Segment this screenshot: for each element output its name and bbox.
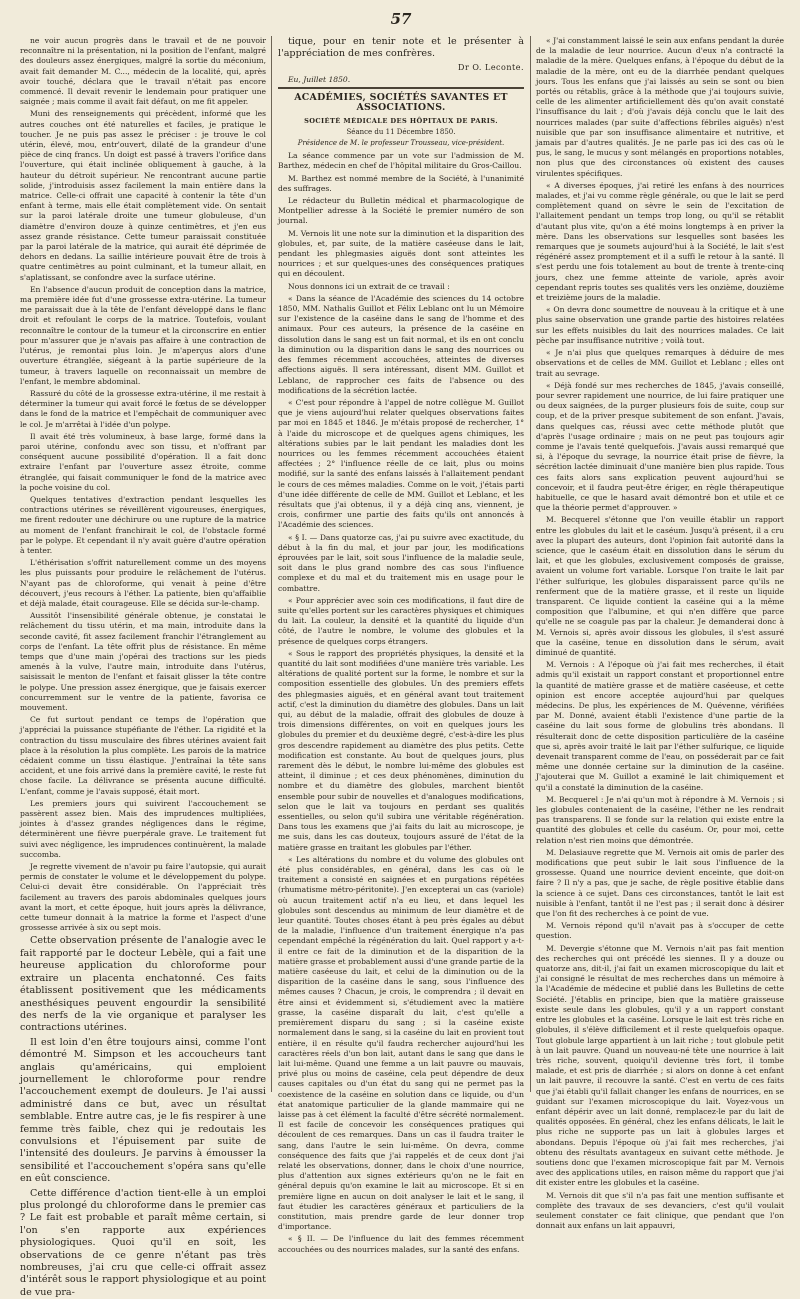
dateline: Eu, Juillet 1850. — [288, 75, 351, 85]
page-number: 57 — [390, 10, 412, 28]
paragraph: M. Becquerel s'étonne que l'on veuille établir un rapport entre les globules du lait et le caséum. Jusqu'à présent, il a cru avec la plupart des auteurs, dont l'opinion fait autorité dans la science, que le caséum était en dissolution dans le sérum du lait, et que les globules, exclusivement composés de graisse, avaient un volume fort variable. Lorsque l'on traite le lait par l'éther sulfurique, les globules disparaissent parce qu'ils ne renferment que de la matière grasse, et il reste un liquide transparent. Ce liquide contient la caséine qui a la même composition que l'albumine, et qui n'en diffère que parce qu'elle ne se coagule pas par la chaleur. Je demanderai donc à M. Vernois si, après avoir dissous les globules, il s'est assuré que la caséine, tenue en dissolution dans le sérum, avait diminué de quantité. — [536, 515, 784, 657]
paragraph: M. Delasiauve regrette que M. Vernois ait omis de parler des modifications que peut subir le lait sous l'influence de la grossesse. Quand une nourrice devient enceinte, que doit-on faire ? Il n'y a pas, que je sache, de règle positive établie dans la science à ce sujet. Dans ces circonstances, tantôt le lait est nuisible à l'enfant, tantôt il ne l'est pas ; il serait donc à désirer que l'on fit des recherches à ce point de vue. — [536, 847, 784, 919]
paragraph: M. Vernois : A l'époque où j'ai fait mes recherches, il était admis qu'il existait un rapport constant et proportionnel entre la quantité de matière grasse et de matière caséeuse, et cette opinion est encore acceptée aujourd'hui par quelques médecins. De plus, les expériences de M. Quévenne, vérifiées par M. Donné, avaient établi l'existence d'une partie de la caséine du lait sous forme de globulins très abondans. Il résulterait donc de cette disposition particulière de la caséine que si, après avoir traité le lait par l'éther sulfurique, ce liquide devenait transparent comme de l'eau, on posséderait par ce fait même une donnée certaine sur la diminution de la caséine. J'ajouterai que M. Guillot a examiné le lait chimiquement et qu'il a constaté la diminution de la caséine. — [536, 660, 784, 792]
paragraph: M. Vernois dit que s'il n'a pas fait une mention suffisante et complète des travaux de ses devanciers, c'est qu'il voulait seulement constater ce fait clinique, que pendant que l'on donnait aux enfans un lait appauvri, — [536, 1190, 784, 1231]
column-left — [20, 36, 266, 1298]
paragraph: En l'absence d'aucun produit de conception dans la matrice, ma première idée fut d'une grossesse extra-utérine. La tumeur me paraissait due à la tête de l'enfant développé dans le flanc droit et refoulant le corps de la matrice. Toutefois, voulant reconnaître le contour de la tumeur et la circonscrire en entier pour m'assurer que je n'avais pas affaire à une contraction de l'utérus, je remontai plus loin. Je m'aperçus alors d'une ouverture étranglée, siégeant à la partie supérieure de la tumeur, à travers laquelle on reconnaissait un membre de l'enfant, le membre abdominal. — [20, 284, 266, 386]
paragraph: Cette observation présente de l'analogie avec le fait rapporté par le docteur Lebèle, qui a fait une heureuse application du chloroforme pour extraire un placenta enchatonné. Ces faits établissent positivement que les médicaments anesthésiques peuvent engourdir la sensibilité des nerfs de la vie organique et paralyser les contractions utérines. — [20, 935, 266, 1034]
paragraph: « Je n'ai plus que quelques remarques à déduire de mes observations et de celles de MM. Guillot et Leblanc ; elles ont trait au sevrage. — [536, 348, 784, 378]
paragraph: « § I. — Dans quatorze cas, j'ai pu suivre avec exactitude, du début à la fin du mal, et jour par jour, les modifications éprouvées par le lait, soit sous l'influence de la maladie seule, soit dans le plus grand nombre des cas sous l'influence complexe et du mal et du traitement mis en usage pour le combattre. — [278, 532, 524, 593]
author-signature: Dr O. Leconte. — [458, 62, 524, 72]
paragraph: « Les altérations du nombre et du volume des globules ont été plus considérables, en général, dans les cas où le traitement a consisté en saignées et en purgations répétées (rhumatisme métro-péritonite). J'en excepterai un cas (variole) où aucun traitement actif n'a eu lieu, et dans lequel les globules sont descendus au minimum de leur diamètre et de leur quantité. Toutes choses étant à peu près égales au début de la maladie, l'influence d'un traitement énergique n'a pas cependant empêché la régénération du lait. Quel rapport y a-t-il entre ce fait de la diminution et de la disparition de la matière grasse et probablement aussi d'une grande partie de la matière caséeuse du lait, et celui de la diminution ou de la disparition de la caséine dans le sang, sous l'influence des mêmes causes ? Chacun, je crois, le comprendra ; il devait en être ainsi et évidemment si, s'étudiement avec la matière grasse, la caséine disparaît du lait, c'est qu'elle a premièrement disparu du sang ; si la caséine existe normalement dans le sang, si la caséine du lait en provient tout entière, il en résulte qu'il faudra rechercher aujourd'hui les caractères réels d'un bon lait, autant dans le sang que dans le lait lui-même. Quand une femme a un lait pauvre ou mauvais, privé plus ou moins de caséine, cela peut dépendre de deux causes capitales ou d'un état du sang qui ne permet pas la coexistence de la caséine en solution dans ce liquide, ou d'un état anatomique particulier de la glande mammaire qui ne laisse pas à cet élément la faculté d'être sécrété normalement. Il est facile de concevoir les conséquences pratiques qui découlent de ces remarques. Dans un cas il faudra traiter le sang, dans l'autre le sein lui-même. On devra, comme conséquence des faits que j'ai rappelés et de ceux dont j'ai relaté les observations, donner, dans le choix d'une nourrice, plus d'attention aux signes extérieurs qu'on ne le fait en général depuis qu'on examine le lait au microscope. Et si en première ligne en aucun on doit analyser le lait et le sang, il faut étudier les caractères généraux et particuliers de la constitution, mais prendre garde de leur donner trop d'importance. — [278, 854, 524, 1232]
paragraph: Nous donnons ici un extrait de ce travail : — [288, 281, 450, 291]
section-divider — [278, 87, 524, 89]
newspaper-page — [14, 6, 788, 1298]
column-rule-right — [530, 36, 531, 1092]
column-right — [536, 36, 784, 1231]
paragraph: La séance commence par un vote sur l'admission de M. Barthez, médecin en chef de l'hôpital militaire du Gros-Caillou. — [278, 151, 524, 171]
paragraph: M. Vernois lit une note sur la diminution et la disparition des globules, et, par suite, de la matière caséeuse dans le lait, pendant les phlegmasies aiguës dont sont atteintes les nourrices ; et sur quelques-unes des conséquences pratiques qui en découlent. — [278, 228, 524, 279]
meeting-president: Présidence de M. le professeur Trousseau, vice-président. — [297, 139, 505, 148]
paragraph: « On devra donc soumettre de nouveau à la critique et à une plus saine observation une grande partie des histoires relatées sur les effets nuisibles du lait des nourrices malades. Ce lait pèche par insuffisance nutritive ; voilà tout. — [536, 305, 784, 345]
paragraph: « J'ai constamment laissé le sein aux enfans pendant la durée de la maladie de leur nourrice. Aucun d'eux n'a contracté la maladie de la mère. Quelques enfans, à l'époque du début de la maladie de la mère, ont eu de la diarrhée pendant quelques jours. Tous les enfans que j'ai laissés au sein se sont ou bien portés ou rétablis, grâce à la méthode que j'ai toujours suivie, celle de les alimenter artificiellement dès qu'on avait constaté l'insuffisance du lait ; d'où j'avais déjà conclu que le lait des nourrices malades (par suite d'affections fébriles aiguës) n'est nuisible que par son insuffisance alimentaire et nutritive, et jamais par d'autres qualités. Je ne parle pas ici des cas où le pus, le sang, le mucus y sont mélangés en proportions notables, non plus que des circonstances où existent des causes virulentes spécifiques. — [536, 36, 784, 178]
paragraph: Quelques tentatives d'extraction pendant lesquelles les contractions utérines se réveillèrent vigoureuses, énergiques, me firent redouter une déchirure ou une rupture de la matrice au moment de l'enfant franchirait le col, de l'obstacle formé par le polype. Et cependant il n'y avait guère d'autre opération à tenter. — [20, 494, 266, 555]
paragraph: « C'est pour répondre à l'appel de notre collègue M. Guillot que je viens aujourd'hui relater quelques observations faites par moi en 1845 et 1846. Je m'étais proposé de rechercher, 1° à l'aide du microscope et de quelques agens chimiques, les altérations subies par le lait pendant les maladies dont les nourrices ou les femmes récemment accouchées étaient affectées ; 2° l'influence réelle de ce lait, plus ou moins modifié, sur la santé des enfans laissés à l'allaitement pendant le cours de ces mêmes maladies. Comme on le voit, j'étais parti d'une idée différente de celle de MM. Guillot et Leblanc, et les résultats que j'ai obtenus, il y a déjà cinq ans, viennent, je crois, confirmer une partie des faits qu'ils ont annoncés à l'Académie des sciences. — [278, 397, 524, 530]
paragraph: L'éthérisation s'offrit naturellement comme un des moyens les plus puissants pour produire le relâchement de l'utérus. N'ayant pas de chloroforme, qui venait à peine d'être découvert, j'eus recours à l'éther. La patiente, bien qu'affaiblie et déjà malade, était courageuse. Elle se décida sur-le-champ. — [20, 558, 266, 608]
paragraph: « Pour apprécier avec soin ces modifications, il faut dire de suite qu'elles portent sur les caractères physiques et chimiques du lait. La couleur, la densité et la quantité du liquide d'un côté, de l'autre le nombre, le volume des globules et la présence de quelques corps étrangers. — [278, 595, 524, 646]
section-title: ACADÉMIES, SOCIÉTÉS SAVANTES ET ASSOCIATIONS. — [294, 92, 508, 114]
paragraph: M. Becquerel : Je n'ai qu'un mot à répondre à M. Vernois ; si les globules contenaient de la caséine, l'éther ne les rendrait pas transparens. Il se fonde sur la relation qui existe entre la quantité des globules et celle du caséum. Or, pour moi, cette relation n'est rien moins que démontrée. — [536, 794, 784, 845]
paragraph: Je regrette vivement de n'avoir pu faire l'autopsie, qui aurait permis de constater le volume et le développement du polype. Celui-ci devait être considérable. On l'appréciait très facilement au travers des parois abdominales quelques jours avant la mort, et cette époque, huit jours après la délivrance, cette tumeur donnait à la matrice la forme et l'aspect d'une grossesse arrivée à six ou sept mois. — [20, 862, 266, 933]
paragraph: Cette différence d'action tient-elle à un emploi plus prolongé du chloroforme dans le premier cas ? Le fait est probable et paraît même certain, si l'on s'en rapporte aux expériences physiologiques. Quoi qu'il en soit, les observations de ce genre n'étant pas très nombreuses, j'ai cru que celle-ci offrait assez d'intérêt sous le rapport physiologique et au point de vue pra- — [20, 1187, 266, 1298]
paragraph: ne voir aucun progrès dans le travail et de ne pouvoir reconnaître ni la présentation, ni la position de l'enfant, malgré des douleurs assez énergiques, malgré la sortie du méconium, avait fait demander M. C..., médecin de la localité, qui, après avoir touché, déclara que le travail n'était pas encore commencé. Il devait revenir le lendemain pour pratiquer une saignée ; mais comme il avait fait défaut, on me fit appeler. — [20, 36, 266, 107]
paragraph: « A diverses époques, j'ai retiré les enfans à des nourrices malades, et j'ai vu comme règle générale, ou que le lait se perd complètement quand on sèvre le sein de l'excitation de l'allaitement pendant un temps trop long, ou qu'il se rétablit d'autant plus vite, qu'on a été moins longtemps à en priver la mère. Dans les observations sur lesquelles sont basées les remarques que je soumets aujourd'hui à la Société, le lait s'est régénéré assez promptement et il a suffi le retour à la santé. Il s'est perdu une fois totalement au bout de trente à trente-cinq jours, chez une femme atteinte de variole, après avoir cependant repris toutes ses qualités vers les onzième, douzième et treizième jours de la maladie. — [536, 180, 784, 303]
paragraph: « Sous le rapport des propriétés physiques, la densité et la quantité du lait sont modifiées d'une manière très variable. Les altérations de qualité portent sur la forme, le nombre et sur la composition essentielle des globules. Un des premiers effets des phlegmasies aiguës, et en général avant tout traitement actif, c'est la diminution du diamètre des globules. Dans un lait qui, au début de la maladie, offrait des globules de douze à trois dimensions différentes, on voit en quelques jours les globules du premier et du deuxième degré, c'est-à-dire les plus gros descendre rapidement au diamètre des plus petits. Cette modification est constante. Au bout de quelques jours, plus rarement dès le début, le nombre lui-même des globules est atteint, il diminue ; et ces deux phénomènes, diminution du nombre et du diamètre des globules, marchent bientôt ensemble pour subir de nouvelles et d'analogues modifications, selon que le lait va toujours en perdant ses qualités essentielles, ou selon qu'il subira une véritable régénération. Dans tous les examens que j'ai faits du lait au microscope, je me suis, dans les cas douteux, toujours assuré de l'état de la matière grasse en traitant les globules par l'éther. — [278, 648, 524, 852]
column-middle — [278, 36, 524, 1254]
paragraph: Le rédacteur du Bulletin médical et pharmacologique de Montpellier adresse à la Société le premier numéro de son journal. — [278, 196, 524, 226]
paragraph: Il avait été très volumineux, à base large, formé dans la paroi utérine, confondu avec son tissu, et n'offrant par conséquent aucune possibilité d'opération. Il a fait donc extraire l'enfant par l'ouverture assez étroite, comme étranglée, qui faisait communiquer le fond de la matrice avec la poche voisine du col. — [20, 431, 266, 492]
paragraph: M. Barthez est nommé membre de la Société, à l'unanimité des suffrages. — [278, 173, 524, 193]
society-name: SOCIÉTÉ MÉDICALE DES HÔPITAUX DE PARIS. — [304, 116, 498, 125]
paragraph: « Déjà fondé sur mes recherches de 1845, j'avais conseillé, pour sevrer rapidement une nourrice, de lui faire pratiquer une ou deux saignées, de la purger plusieurs fois de suite, coup sur coup, et de la priver presque subitement de son enfant. J'avais, dans quelques cas, réussi avec cette méthode plutôt que d'après l'usage ordinaire ; mais on ne peut pas toujours agir comme je l'avais tenté quelquefois. J'avais aussi remarqué que si, à l'époque du sevrage, la nourrice était prise de fièvre, la sécrétion lactée diminuait d'une manière bien plus rapide. Tous ces faits alors sans explication peuvent aujourd'hui se concevoir, et il faudra peut-être ériger, en règle thérapeutique habituelle, ce que le hasard avait démontré bon et utile et ce que la théorie permet d'approuver. » — [536, 380, 784, 513]
paragraph: tique, pour en tenir note et le présenter à l'appréciation de mes confrères. — [278, 36, 524, 60]
paragraph: M. Devergie s'étonne que M. Vernois n'ait pas fait mention des recherches qui ont précédé les siennes. Il y a douze ou quatorze ans, dit-il, j'ai fait un examen microscopique du lait et j'ai consigné le résultat de mes recherches dans un mémoire à la l'Académie de médecine et publié dans les Bulletins de cette Société. J'établis en principe, bien que la matière graisseuse existe seule dans les globules, qu'il y a un rapport constant entre les globules et la caséine. Lorsque le lait est très riche en globules, il s'élève difficilement et il reste quelquefois opaque. Tout globule large appartient à un lait riche ; tout globule petit à un lait pauvre. Quand un nouveau-né tète une nourrice à lait très riche, souvent, quoiqu'il devienne très fort, il tombe malade, et est pris de diarrhée ; si alors on donne à cet enfant un lait pauvre, il recouvre la santé. C'est en vertu de ces faits que j'ai établi qu'il fallait changer les enfans de nourrices, en se guidant sur l'examen microscopique du lait. Voyez-vous un enfant dépérir avec un lait donné, remplacez-le par du lait de qualités opposées. En général, chez les enfans délicats, le lait le plus riche ne supporte pas un lait à globules larges et abondans. Depuis l'époque où j'ai fait mes recherches, j'ai obtenu des résultats avantageux en suivant cette méthode. Je soutiens donc que l'examen microscopique fait par M. Vernois avec des applications utiles, en raison même du rapport que j'ai dit exister entre les globules et la caséine. — [536, 943, 784, 1188]
paragraph: Rassuré du côté de la grossesse extra-utérine, il me restait à déterminer la tumeur qui avait forcé le fœtus de se développer dans le fond de la matrice et l'empêchait de communiquer avec le col. Je m'arrêtai à l'idée d'un polype. — [20, 388, 266, 429]
column-rule-left — [271, 36, 272, 1092]
paragraph: Il est loin d'en être toujours ainsi, comme l'ont démontré M. Simpson et les accoucheurs tant anglais qu'américains, qui emploient journellement le chloroforme pour rendre l'accouchement exempt de douleurs. Je l'ai aussi administré dans ce but, avec un résultat semblable. Entre autre cas, je le fis respirer à une femme très faible, chez qui je redoutais les convulsions et l'épuisement par suite de l'intensité des douleurs. Je parvins à émousser la sensibilité et l'accouchement s'opéra sans qu'elle en eût conscience. — [20, 1036, 266, 1185]
paragraph: « § II. — De l'influence du lait des femmes récemment accouchées ou des nourrices malades, sur la santé des enfans. — [278, 1234, 524, 1254]
paragraph: « Dans la séance de l'Académie des sciences du 14 octobre 1850, MM. Nathalis Guillot et Félix Leblanc ont lu un Mémoire sur l'existence de la caséine dans le sang de l'homme et des animaux. Pour ces auteurs, la présence de la caséine en dissolution dans le sang est un fait normal, et ils en ont conclu la diminution ou la disparition dans le sang des nourrices ou des femmes récemment accouchées, atteintes de diverses affections aiguës. Il sera intéressant, disent MM. Guillot et Leblanc, de rapprocher ces faits de l'absence ou des modifications de la sécrétion lactée. — [278, 293, 524, 395]
paragraph: Ce fut surtout pendant ce temps de l'opération que j'appréciai la puissance stupéfiante de l'éther. La rigidité et la contraction du tissu musculaire des fibres utérines avaient fait place à la résolution la plus complète. Les parois de la matrice cédaient comme un tissu élastique. J'entraînai la tête sans accident, et une fois arrivé dans la première cavité, le reste fut chose facile. La délivrance se présenta aucune difficulté. L'enfant, comme je l'avais supposé, était mort. — [20, 715, 266, 796]
paragraph: Muni des renseignements qui précèdent, informé que les autres couches ont été naturelles et faciles, je pratique le toucher. Je ne puis pas assez le préciser : je trouve le col utérin, élevé, mou, entr'ouvert, dilaté de la grandeur d'une pièce de cinq francs. Un doigt est passé à travers l'orifice dans l'ouverture, qui était inclinée obliquement à gauche, à la hauteur du détroit supérieur. Ne rencontrant aucune partie solide, j'introduisis assez facilement la main entière dans la matrice. Celle-ci offrait une capacité à contenir la tête d'un enfant à terme, mais elle était complètement vide. On sentait sur la paroi latérale droite une tumeur globuleuse, d'un diamètre d'environ douze à quinze centimètres, et j'en eus assez grande résistance. Cette tumeur paraissait constituée par la paroi latérale de la matrice, qui aurait été déprimée de dehors en dedans. La saillie intérieure pouvait être de trois à quatre centimètres au point culminant, et la tumeur allait, en s'aplatissant, se confondre avec la surface utérine. — [20, 109, 266, 282]
meeting-date: Séance du 11 Décembre 1850. — [346, 127, 456, 136]
paragraph: Les premiers jours qui suivirent l'accouchement se passèrent assez bien. Mais des imprudences multipliées, jointes à d'assez grandes négligences dans le régime, déterminèrent une fièvre puerpérale grave. Le traitement fut suivi avec négligence, les imprudences continuèrent, la malade succomba. — [20, 798, 266, 859]
paragraph: M. Vernois répond qu'il n'avait pas à s'occuper de cette question. — [536, 921, 784, 941]
paragraph: Aussitôt l'insensibilité générale obtenue, je constatai le relâchement du tissu utérin, et ma main, introduite dans la seconde cavité, fit assez facilement franchir l'étranglement au corps de l'enfant. La tête offrit plus de résistance. En même temps que d'une main j'opérai des tractions sur les pieds amenés à la vulve, l'autre main, introduite dans l'utérus, saisissait le menton de l'enfant et faisait glisser la tête contre le polype. Une pression assez énergique, que je faisais exercer concurremment sur le ventre de la patiente, favorisa ce mouvement. — [20, 611, 266, 712]
